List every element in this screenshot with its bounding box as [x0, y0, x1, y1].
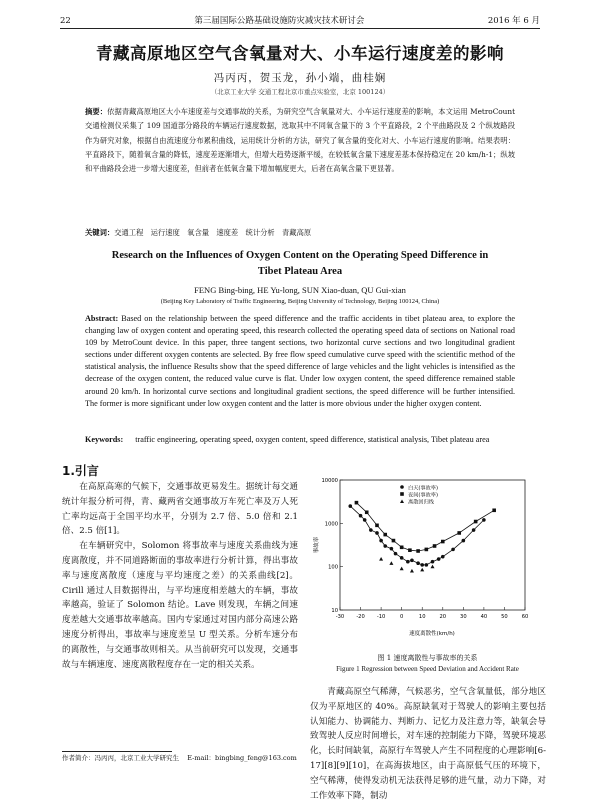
abstract-en-text: Based on the relationship between the speed difference and the traffic accidents in tibet plateau area, to explore the changing law of oxygen content and operating speed, this research collected the operating speed data of sections on National road 109 by MetroCount device. In this paper, three tangent sections, two horizontal curve sections and two longitudinal gradient sections under different oxygen contents are selected. By free flow speed cumulative curve speed with the scientific method of the statistical analysis, the influence Results show that the speed difference of large vehicles and the light vehicles is intensified as the decrease of the oxygen content, the reduced value curve is flat. Under low oxygen content, the speed difference remained stable around 20 km/h. In horizontal curve sections and longitudinal gradient sections, the speed difference will be further intensified. The former is more significant under low oxygen content and the latter is more obvious under the higher oxygen content. — [85, 314, 516, 408]
y-tick-label: 100 — [328, 564, 338, 571]
x-tick-label: -20 — [356, 614, 365, 620]
regression-curve — [350, 506, 484, 565]
author-info: 作者简介：冯丙丙，北京工业大学研究生 — [62, 754, 179, 762]
figure-caption-cn: 图 1 速度离散性与事故率的关系 — [377, 654, 478, 662]
y-tick-label: 10 — [331, 608, 338, 614]
keywords-cn — [85, 227, 515, 239]
affiliation-en: (Beijing Key Laboratory of Traffic Engineering, Beijing University of Technology, Beijing 100124, China) — [160, 298, 440, 305]
y-tick-label: 1000 — [324, 521, 338, 528]
footnote — [62, 753, 542, 762]
data-point-triangle — [389, 561, 393, 565]
x-tick-label: 10 — [418, 614, 426, 620]
left-column — [62, 480, 298, 672]
author-email: bingbing_feng@163.com — [215, 754, 297, 762]
keywords-cn-label: 关键词： — [85, 228, 115, 237]
paragraph: 青藏高原空气稀薄，气候恶劣，空气含氧量低，部分地区仅为平原地区的 40%。高原缺氧对于驾驶人的影响主要包括认知能力、协调能力、判断力、记忆力及注意力等，缺氧会导致驾驶人反应时间增长，对车速的控制能力下降，驾驶环境恶化，长时间缺氧，高原行车驾驶人产生不同程度的心理影响[6-17][8][9][10]，在高海拔地区，由于高原低气压的环境下，空气稀薄，使得发动机无法获得足够的进气量，动力下降，对工作效率下降，制动 — [310, 687, 546, 801]
y-axis-label: 事故率 — [314, 536, 320, 554]
x-tick-label: 60 — [521, 614, 529, 620]
legend-marker-square — [400, 492, 404, 496]
abstract-cn-label: 摘要： — [85, 107, 108, 116]
abstract-cn-text: 依据青藏高原地区大小车速度差与交通事故的关系，为研究空气含氧量对大、小车运行速度差的影响，本文运用 MetroCount 交通检测仪采集了 109 国道部分路段的车辆运行速度数据，选取其中不同氧含量下的 3 个平直路段，2 个平曲路段及 2 个纵坡路段作为研究对象，根据自由流速度分布累积曲线，运用统计分析的方法，研究了氧含量的变化对大、小车运行速度的影响。结果表明：平直路段下，随着氧含量的降低，速度差逐渐增大，但增大趋势逐渐平缓，在较低氧含量下速度差基本保持稳定在 20 km/h-1；纵坡和平曲路段会进一步增大速度差，但前者在低氧含量下增加幅度更大，后者在高氧含量下更显著。 — [85, 107, 516, 174]
x-tick-label: 30 — [460, 614, 467, 620]
x-tick-label: 50 — [501, 614, 508, 620]
figure-caption — [310, 653, 545, 674]
abstract-en — [85, 313, 515, 410]
data-point-triangle — [379, 557, 383, 561]
data-point-triangle — [431, 565, 435, 569]
authors-cn: 冯丙丙，贺玉龙，孙小端，曲桂娴 — [213, 72, 387, 84]
conference-name: 第三届国际公路基础设施防灾减灾技术研讨会 — [194, 16, 365, 26]
legend-label: 离散回归线 — [408, 499, 434, 506]
keywords-en-label: Keywords: — [85, 435, 124, 444]
header-divider — [60, 28, 540, 29]
footnote-divider — [62, 751, 172, 752]
x-tick-label: -30 — [335, 614, 345, 620]
legend-label: 夜间(事故率) — [408, 492, 438, 499]
abstract-en-label: Abstract: — [85, 314, 119, 323]
email-label: E-mail： — [187, 754, 216, 762]
figure-1-chart — [310, 470, 545, 640]
paragraph: 在高原高寒的气候下，交通事故更易发生。据统计每交通统计年报分析可得，青、藏两省交通事故万车死亡率及万人死亡率均远高于全国平均水平，分别为 2.7 倍、5.0 倍和 2.1 倍、2.5 倍[1]。 — [62, 482, 298, 537]
chart-legend — [400, 484, 438, 506]
legend-marker-triangle — [400, 500, 404, 504]
abstract-cn — [85, 105, 515, 176]
data-point-triangle — [420, 568, 424, 572]
figure-caption-en: Figure 1 Regression between Speed Deviation and Accident Rate — [336, 664, 519, 673]
legend-marker-circle — [400, 485, 404, 489]
right-column — [310, 685, 546, 803]
data-point-triangle — [400, 567, 404, 571]
keywords-cn-text: 交通工程 运行速度 氧含量 速度差 统计分析 青藏高原 — [114, 228, 312, 237]
authors-en: FENG Bing-bing, HE Yu-long, SUN Xiao-duan, QU Gui-xian — [194, 285, 406, 295]
keywords-en-text: traffic engineering, operating speed, oxygen content, speed difference, statistical analysis, Tibet plateau area — [135, 435, 490, 444]
paper-title-cn: 青藏高原地区空气含氧量对大、小车运行速度差的影响 — [96, 44, 504, 63]
keywords-en — [85, 434, 515, 446]
x-tick-label: 40 — [480, 614, 488, 620]
legend-label: 白天(事故率) — [408, 485, 438, 492]
x-tick-label: -10 — [376, 614, 386, 620]
page-header — [60, 12, 540, 26]
issue-date: 2016 年 6 月 — [487, 16, 540, 26]
x-tick-label: 0 — [400, 614, 404, 620]
affiliation-cn: （北京工业大学 交通工程北京市重点实验室，北京 100124） — [210, 88, 390, 96]
page-number: 22 — [60, 16, 71, 26]
x-tick-label: 20 — [439, 614, 447, 620]
paper-title-en: Research on the Influences of Oxygen Content on the Operating Speed Difference in Tibet Plateau Area — [111, 250, 489, 277]
data-point-triangle — [410, 569, 414, 573]
x-axis-label: 速度离散性(km/h) — [409, 631, 455, 637]
y-tick-label: 10000 — [321, 478, 338, 484]
paragraph: 在车辆研究中，Solomon 将事故率与速度关系曲线为速度离散度，并不同道路断面的事故率进行分析计算，得出事故率与速度离散度（速度与平均速度之差）的关系曲线[2]。Cirill 通过人目数据得出，与平均速度相差越大的车辆，事故率越高，验证了 Solomon 结论。Lave 则发现，车辆之间速度差越大交通事故率越高。国内专家通过对国内部分高速公路速度分析得出，事故率与速度差呈 U 型关系。分析车速分布的离散性，与交通事故则相关。从当前研究可以发现，交通事故与车辆速度、速度离散程度存在一定的相关关系。 — [62, 541, 298, 670]
section-heading: 1.引言 — [62, 464, 99, 478]
